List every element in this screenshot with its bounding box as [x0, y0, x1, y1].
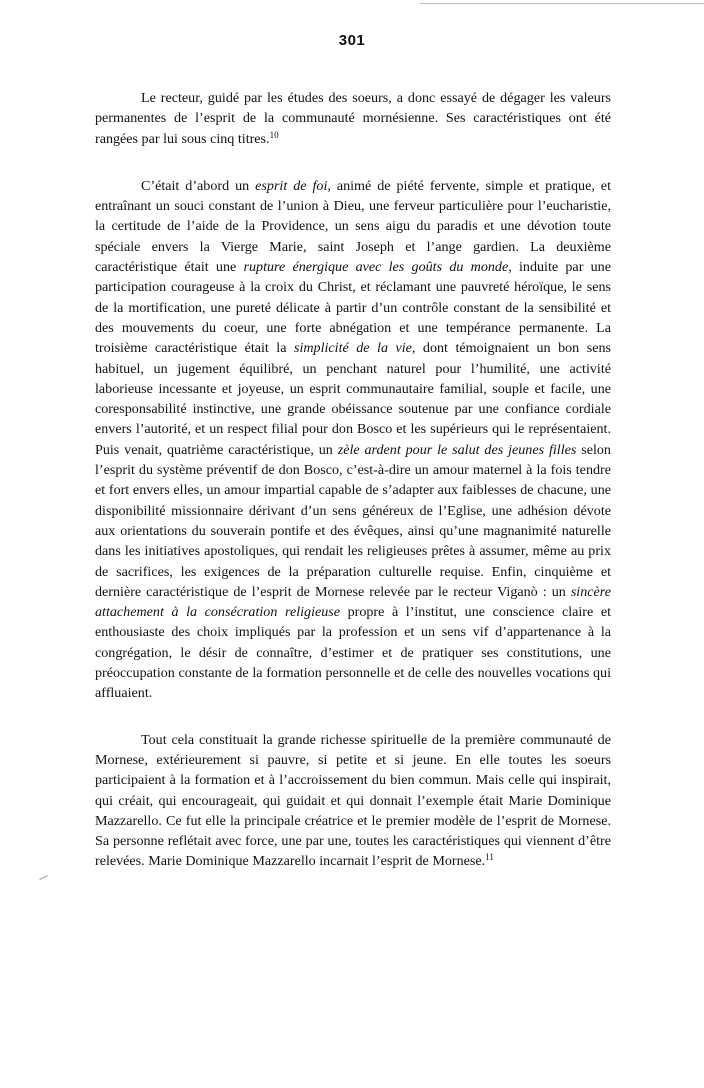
- emphasis-sincere-attachement: sincère attachement à la consécration religieuse: [95, 583, 611, 621]
- paragraph-3: [95, 730, 611, 872]
- text-run: , dont témoignaient un bon sens habituel, un jugement équilibré, un penchant naturel pour l’humilité, une activité laborieuse incessante et joyeuse, un esprit communautaire familial, souple et facile, une coresponsabilité instinctive, une grande obéissance soutenue par une confiance cordiale envers l’autorité, et un respect filial pour don Bosco et les supérieurs qui le représentaient. Puis venait, quatrième caractéristique, un: [95, 340, 611, 458]
- text-run: C’était d’abord un: [141, 177, 256, 194]
- page-number: 301: [338, 32, 366, 49]
- footnote-ref-11[interactable]: 11: [485, 852, 494, 863]
- text-run: propre à l’institut, une conscience claire et enthousiaste des choix impliqués par la profession et un sens vif d’appartenance à la congrégation, le désir de connaître, d’estimer et de pratiquer ses constitutions, une préoccupation constante de la formation personnelle et de celle des nouvelles vocations qui affluaient.: [95, 604, 611, 702]
- emphasis-rupture-energique: rupture énergique avec les goûts du monde: [243, 259, 509, 276]
- emphasis-esprit-de-foi: esprit de foi: [255, 177, 328, 194]
- paragraph-2: [95, 176, 611, 704]
- emphasis-zele-ardent: zèle ardent pour le salut des jeunes filles: [337, 441, 577, 458]
- text-run: Le recteur, guidé par les études des soeurs, a donc essayé de dégager les valeurs permanentes de l’esprit de la communauté mornésienne. Ses caractéristiques ont été rangées par lui sous cinq titres.: [95, 90, 611, 147]
- text-run: , induite par une participation courageuse à la croix du Christ, et réclamant une pauvreté héroïque, le sens de la mortification, une pureté délicate à partir d’un contrôle constant de la sensibilité et des mouvements du coeur, une forte abnégation et une tempérance permanente. La troisième caractéristique était la: [95, 259, 611, 357]
- stray-pen-mark: [39, 875, 47, 880]
- text-run: selon l’esprit du système préventif de don Bosco, c’est-à-dire un amour maternel à la fois tendre et fort envers elles, un amour impartial capable de s’adapter aux faiblesses de chacune, une disponibilité missionnaire dérivant d’un sens généreux de l’Eglise, une adhésion dévote aux orientations du souverain pontife et des évêques, ainsi qu’une magnanimité naturelle dans les initiatives apostoliques, qui rendait les religieuses prêtes à assumer, même au prix de sacrifices, les exigences de la préparation culturelle requise. Enfin, cinquième et dernière caractéristique de l’esprit de Mornese relevée par le recteur Viganò : un: [95, 441, 611, 600]
- top-rule: [420, 3, 704, 4]
- emphasis-simplicite-de-la-vie: simplicité de la vie: [293, 340, 412, 357]
- text-run: , animé de piété fervente, simple et pratique, et entraînant un souci constant de l’union à Dieu, une ferveur particulière pour l’eucharistie, la certitude de l’aide de la Providence, un sens aigu du paradis et une dévotion toute spéciale envers la Vierge Marie, saint Joseph et l’ange gardien. La deuxième caractéristique était une: [95, 177, 611, 276]
- text-run: Tout cela constituait la grande richesse spirituelle de la première communauté de Mornese, extérieurement si pauvre, si petite et si jeune. En elle toutes les soeurs participaient à la formation et à l’accroissement du bien commun. Mais celle qui inspirait, qui créait, qui encourageait, qui guidait et qui donnait l’exemple était Marie Dominique Mazzarello. Ce fut elle la principale créatrice et le premier modèle de l’esprit de Mornese. Sa personne reflétait avec force, une par une, toutes les caractéristiques qui viennent d’être relevées. Marie Dominique Mazzarello incarnait l’esprit de Mornese.: [95, 731, 611, 870]
- text-body: [95, 88, 611, 899]
- paragraph-1: [95, 88, 611, 149]
- footnote-ref-10[interactable]: 10: [269, 129, 279, 140]
